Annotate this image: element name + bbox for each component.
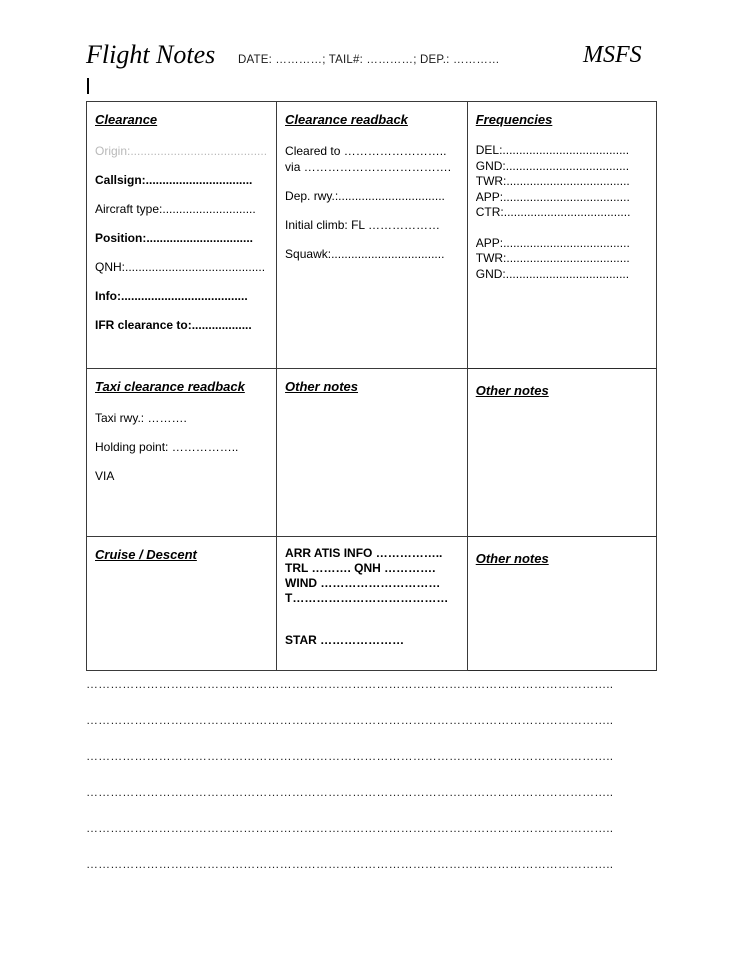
table-row (86, 369, 657, 537)
field-freq-gnd-arr[interactable]: GND:..................................... (475, 266, 630, 281)
cell-title: Clearance readback (285, 112, 408, 127)
field-qnh[interactable]: QNH:.......................................... (95, 260, 266, 274)
field-dep-rwy[interactable]: Dep. rwy.:................................ (285, 189, 445, 203)
cell-other-notes-taxi[interactable] (277, 369, 468, 537)
field-freq-twr-dep[interactable]: TWR:..................................... (475, 174, 630, 188)
cell-cruise-descent[interactable] (86, 537, 277, 671)
field-origin[interactable]: Origin:......................................... (95, 144, 268, 158)
page-title: Flight Notes (86, 40, 216, 69)
ruled-line[interactable]: ………………………………………………………………………………………………………………….. (86, 713, 614, 727)
cell-title: Clearance (95, 112, 158, 127)
cell-title: Taxi clearance readback (95, 379, 245, 394)
field-callsign[interactable]: Callsign:................................ (95, 173, 253, 187)
field-trl-qnh[interactable]: TRL ………. QNH …………. (285, 561, 436, 575)
ruled-line[interactable]: ………………………………………………………………………………………………………………….. (86, 749, 614, 763)
field-position[interactable]: Position:................................ (95, 231, 254, 245)
field-holding-point[interactable]: Holding point: …………….. (95, 440, 239, 454)
field-aircraft-type[interactable]: Aircraft type:............................ (95, 202, 256, 216)
table-row (86, 101, 657, 369)
ruled-line[interactable]: ………………………………………………………………………………………………………………….. (86, 857, 614, 871)
cell-arrival-atis[interactable] (277, 537, 468, 671)
field-taxi-rwy[interactable]: Taxi rwy.: ………. (95, 411, 187, 425)
field-info[interactable]: Info:...................................... (95, 289, 248, 303)
cell-title: Cruise / Descent (95, 547, 197, 562)
cell-taxi-clearance-readback[interactable] (86, 369, 277, 537)
cell-clearance-readback[interactable] (277, 101, 468, 369)
cell-other-notes-freq[interactable] (468, 369, 657, 537)
field-arr-atis-info[interactable]: ARR ATIS INFO …………….. (285, 546, 443, 560)
field-freq-twr-arr[interactable]: TWR:..................................... (475, 251, 630, 265)
brand-label: MSFS (583, 42, 642, 68)
ruled-line[interactable]: ………………………………………………………………………………………………………………….. (86, 677, 614, 691)
field-initial-climb[interactable]: Initial climb: FL ……………… (285, 218, 440, 232)
cell-title: Other notes (475, 551, 549, 566)
cell-frequencies[interactable] (468, 101, 657, 369)
field-freq-app-dep[interactable]: APP:...................................... (475, 189, 630, 204)
cell-title: Other notes (285, 379, 359, 394)
flight-notes-table (86, 101, 657, 671)
field-star[interactable]: STAR ………………… (285, 633, 405, 647)
text-cursor-caret (87, 78, 89, 94)
field-squawk[interactable]: Squawk:.................................. (285, 247, 445, 261)
field-temperature[interactable]: T………………………………… (285, 591, 449, 605)
cell-title: Frequencies (475, 112, 553, 127)
page-header (86, 40, 666, 80)
field-freq-ctr[interactable]: CTR:...................................... (475, 205, 631, 219)
field-freq-app-arr[interactable]: APP:...................................... (475, 235, 630, 250)
cell-clearance[interactable] (86, 101, 277, 369)
header-flight-fields: DATE: …………; TAIL#: …………; DEP.: ………… (238, 54, 500, 66)
cell-other-notes-arrival[interactable] (468, 537, 657, 671)
table-row (86, 537, 657, 671)
cell-title: Other notes (475, 383, 549, 398)
field-via[interactable]: VIA (95, 469, 115, 483)
ruled-line[interactable]: ………………………………………………………………………………………………………………….. (86, 785, 614, 799)
field-cleared-to[interactable]: Cleared to …………………….. (285, 144, 447, 158)
field-freq-del[interactable]: DEL:...................................... (475, 143, 630, 157)
free-notes-ruled-lines (86, 676, 657, 892)
ruled-line[interactable]: ………………………………………………………………………………………………………………….. (86, 821, 614, 835)
field-freq-gnd-dep[interactable]: GND:..................................... (475, 158, 630, 173)
field-ifr-clearance-to[interactable]: IFR clearance to:.................. (95, 318, 252, 332)
field-via[interactable]: via ………………………………. (285, 160, 452, 174)
field-wind[interactable]: WIND ………………………… (285, 576, 441, 590)
